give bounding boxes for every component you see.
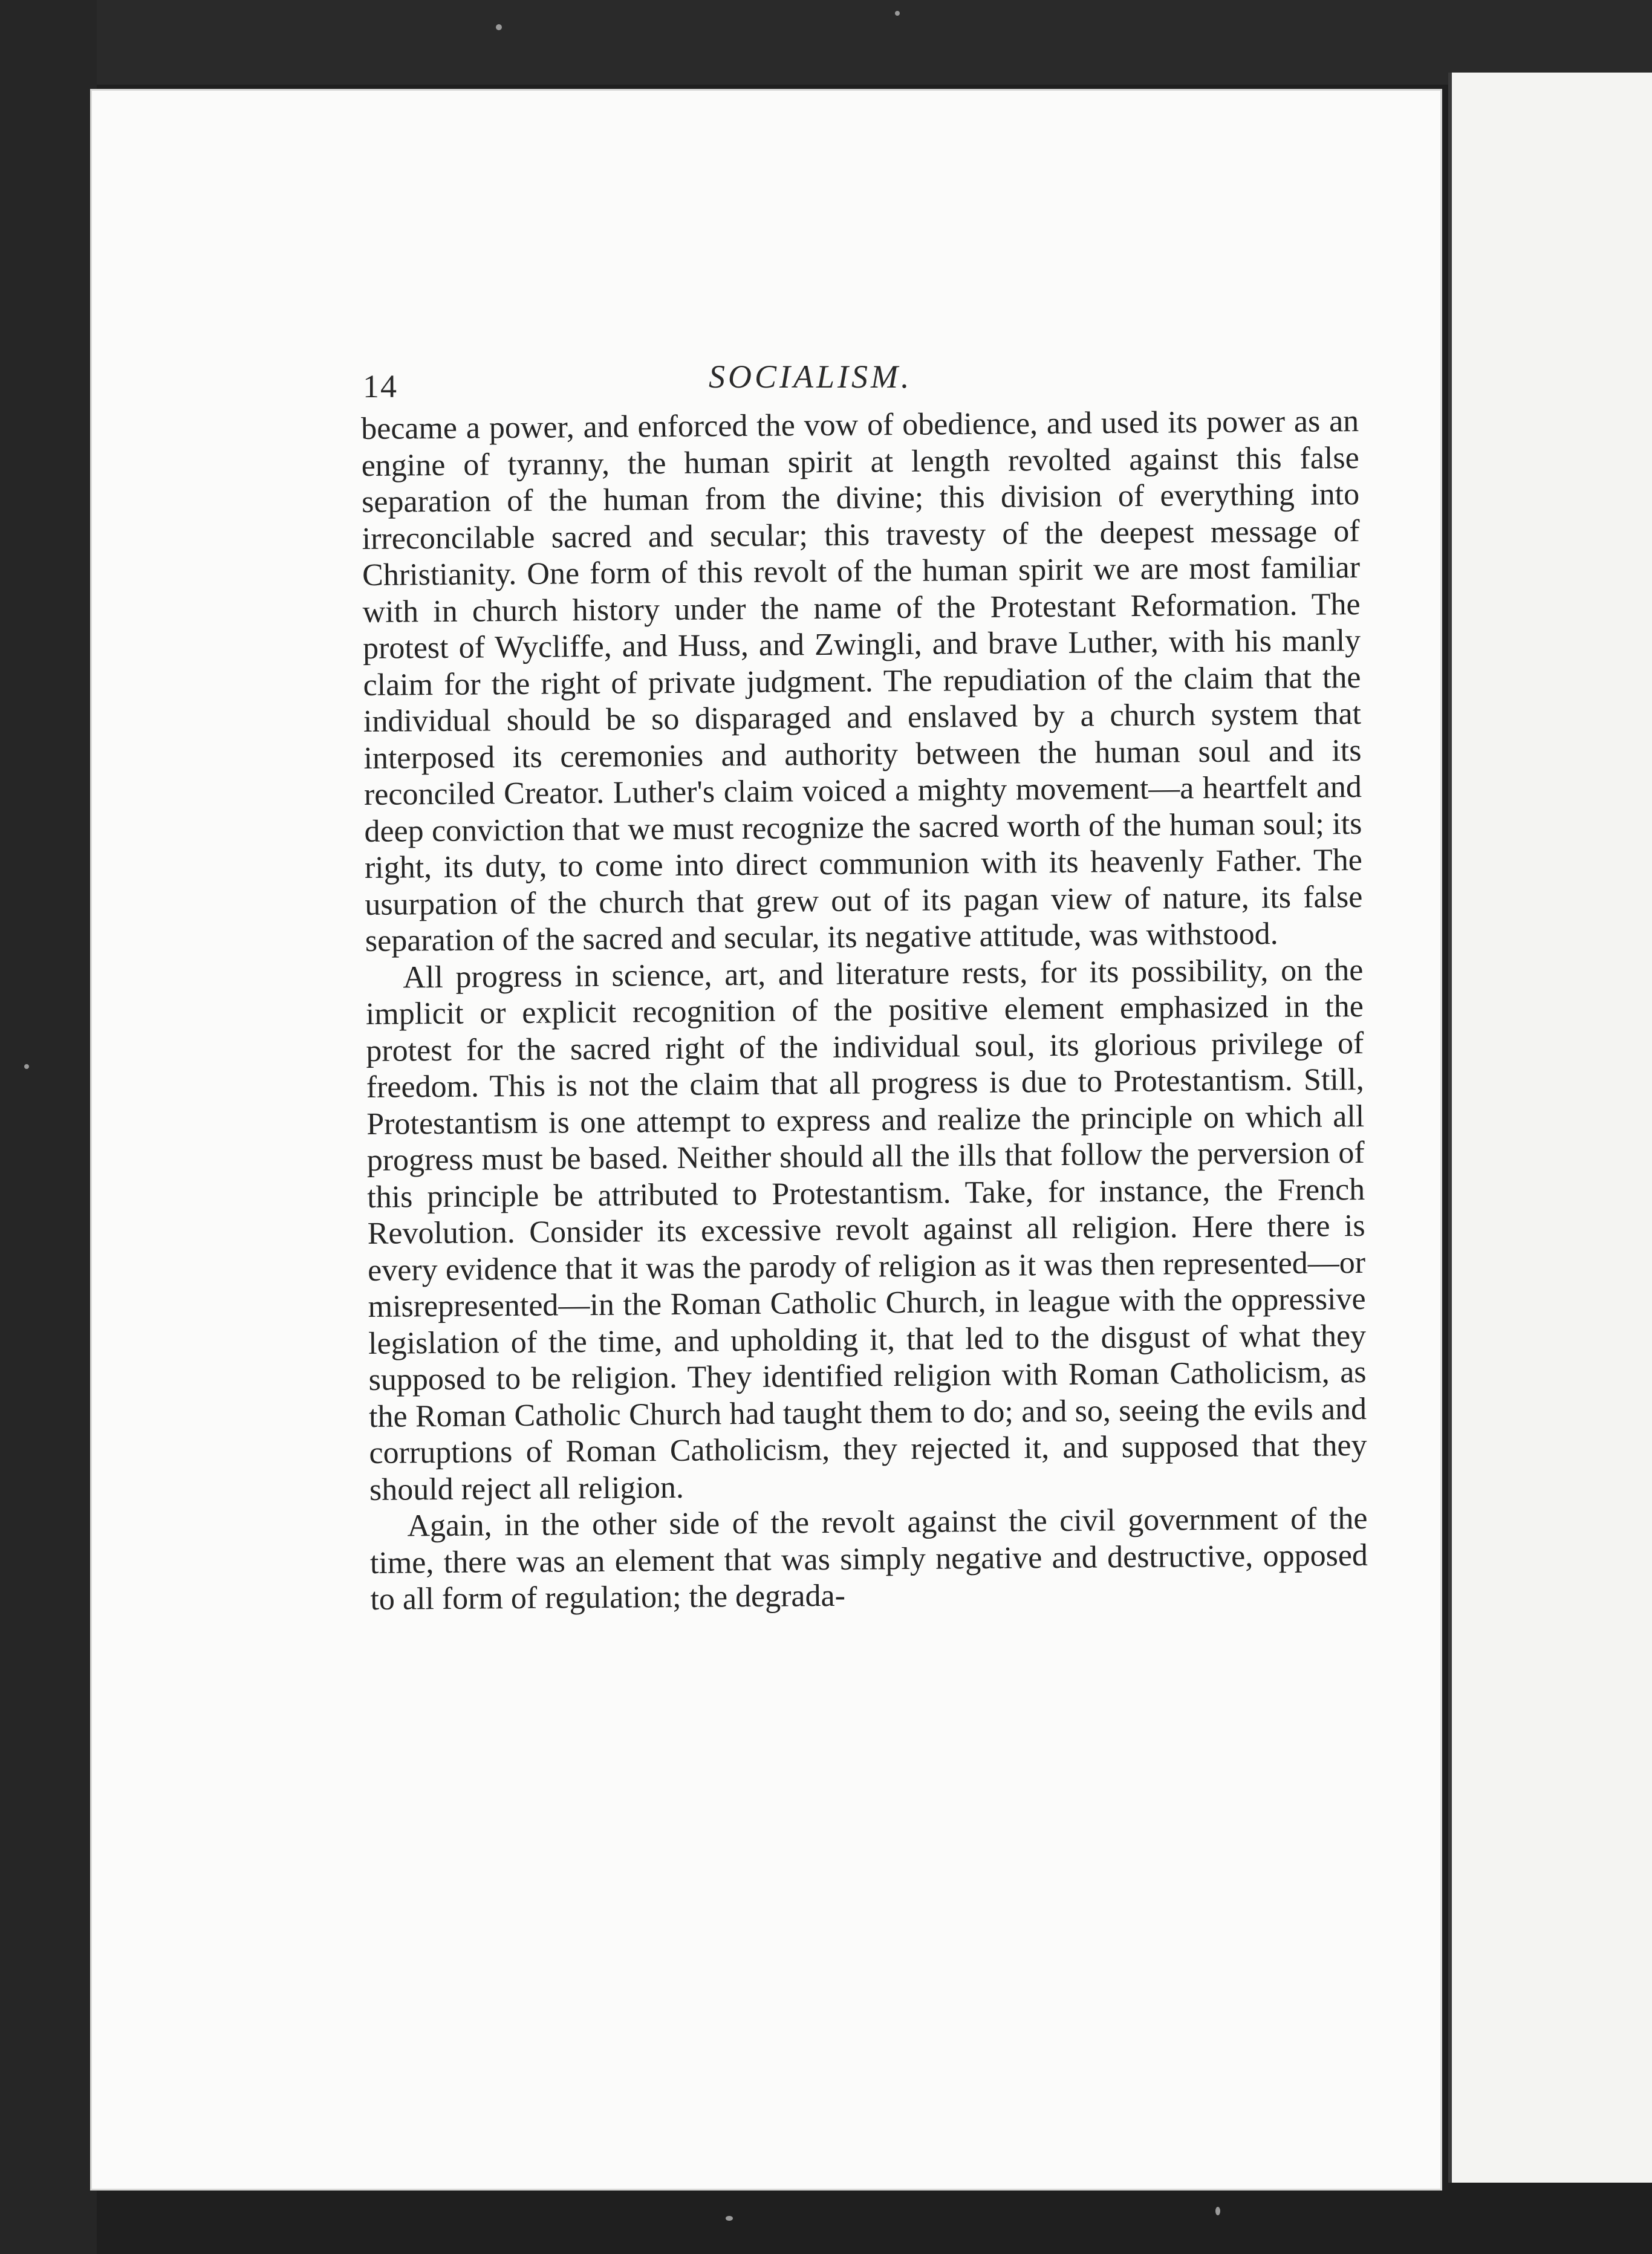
dust-speck: [496, 24, 502, 30]
dust-speck: [1215, 2207, 1220, 2215]
facing-page-edge: [1448, 73, 1652, 2183]
page-header: [92, 351, 1440, 405]
running-title: SOCIALISM.: [709, 359, 912, 395]
paragraph: became a power, and enforced the vow of obedience, and used its power as an engine of tyranny, the human spirit at length revolted against this false separation of the human from the divine; this division of everything into irreconcilable sacred and secular; this travesty of the deepest message of Christianity. One form of this revolt of the human spirit we are most familiar with in church history under the name of the Protestant Reformation. The protest of Wycliffe, and Huss, and Zwingli, and brave Luther, with his manly claim for the right of private judgment. The repudiation of the claim that the individual should be so disparaged and enslaved by a church system that interposed its ceremonies and authority between the human soul and its reconciled Creator. Luther's claim voiced a mighty movement—a heartfelt and deep conviction that we must recognize the sacred worth of the human soul; its right, its duty, to come into direct communion with its heavenly Father. The usurpation of the church that grew out of its pagan view of nature, its false separation of the sacred and secular, its negative attitude, was withstood.: [361, 404, 1363, 958]
scanner-background-top: [0, 0, 1652, 85]
book-page: [92, 91, 1440, 2189]
dust-speck: [726, 2216, 733, 2221]
dust-speck: [895, 11, 900, 16]
paragraph: All progress in science, art, and literature rests, for its possibility, on the implicit or explicit recognition of the positive element emphasized in the protest for the sacred right of the individual soul, its glorious privilege of freedom. This is not the claim that all progress is due to Protestantism. Still, Protestantism is one attempt to express and realize the principle on which all progress must be based. Neither should all the ills that follow the perversion of this principle be attributed to Protestantism. Take, for instance, the French Revolution. Consider its excessive revolt against all religion. Here there is every evidence that it was the parody of religion as it was then represented—or misrepresented—in the Roman Catholic Church, in league with the oppressive legislation of the time, and upholding it, that led to the disgust of what they supposed to be religion. They identified religion with Roman Catholicism, as the Roman Catholic Church had taught them to do; and so, seeing the evils and corruptions of Roman Catholicism, they rejected it, and supposed that they should reject all religion.: [365, 952, 1367, 1507]
page-number: 14: [363, 368, 398, 404]
body-text: [361, 403, 1368, 1618]
dust-speck: [24, 1064, 29, 1069]
paragraph: Again, in the other side of the revolt against the civil government of the time, there was an element that was simply negative and destructive, opposed to all form of regulation; the degrada-: [369, 1501, 1368, 1617]
scanner-background-left: [0, 0, 97, 2254]
